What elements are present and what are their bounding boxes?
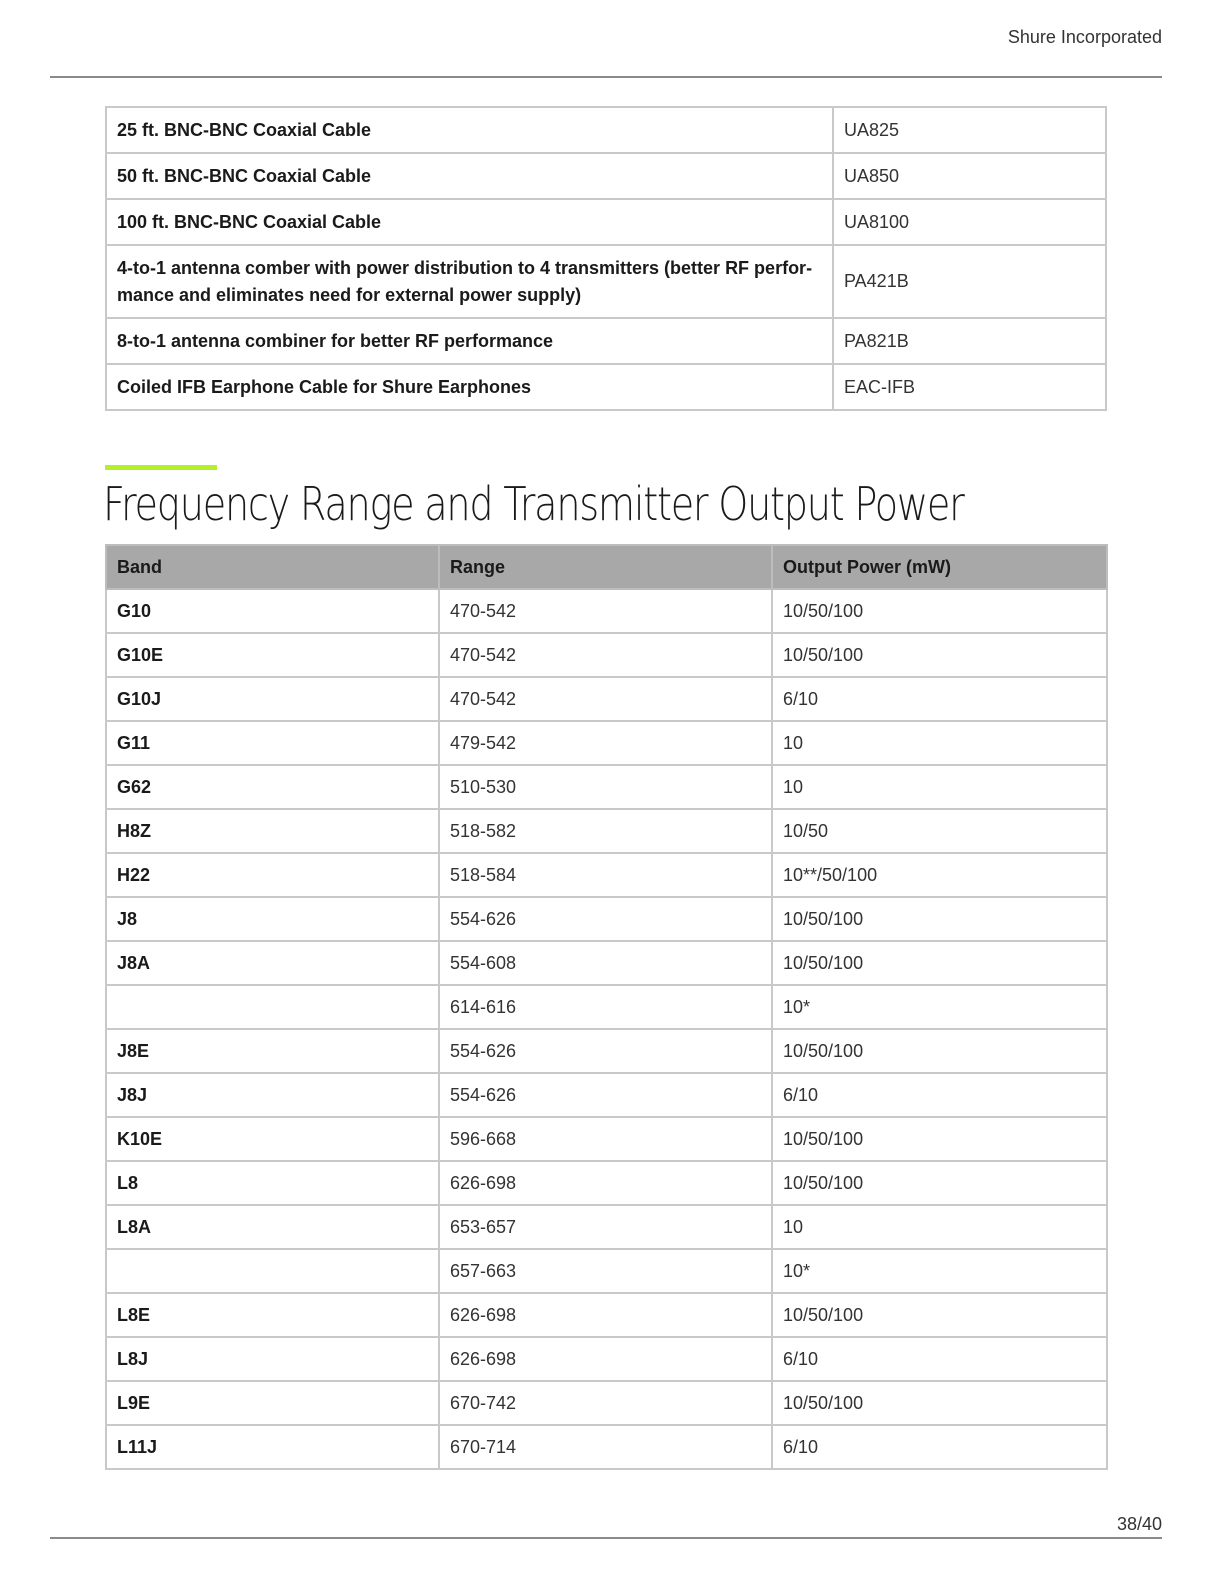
column-header-band: Band: [106, 545, 439, 589]
range-cell: 470-542: [439, 633, 772, 677]
band-cell: J8: [106, 897, 439, 941]
band-cell: L8: [106, 1161, 439, 1205]
table-row: [106, 199, 1106, 245]
range-cell: 518-582: [439, 809, 772, 853]
table-row: [106, 1293, 1107, 1337]
accessory-model: PA421B: [833, 245, 1106, 318]
column-header-range: Range: [439, 545, 772, 589]
band-cell: G10E: [106, 633, 439, 677]
table-row: [106, 853, 1107, 897]
accessory-description: Coiled IFB Earphone Cable for Shure Earphones: [106, 364, 833, 410]
range-cell: 554-626: [439, 1029, 772, 1073]
frequency-table: [105, 544, 1108, 1470]
band-cell: K10E: [106, 1117, 439, 1161]
company-name: Shure Incorporated: [1007, 27, 1162, 47]
output-power-cell: 6/10: [772, 1425, 1107, 1469]
accessory-model: UA825: [833, 107, 1106, 153]
footer-divider: [50, 1537, 1162, 1539]
range-cell: 626-698: [439, 1161, 772, 1205]
accessory-model: UA8100: [833, 199, 1106, 245]
accessory-model: PA821B: [833, 318, 1106, 364]
table-row: [106, 633, 1107, 677]
band-cell: L8E: [106, 1293, 439, 1337]
output-power-cell: 10**/50/100: [772, 853, 1107, 897]
table-row: [106, 1117, 1107, 1161]
table-row: [106, 677, 1107, 721]
range-cell: 518-584: [439, 853, 772, 897]
table-row: [106, 1381, 1107, 1425]
table-row: [106, 107, 1106, 153]
band-cell: J8E: [106, 1029, 439, 1073]
output-power-cell: 10/50/100: [772, 941, 1107, 985]
accessories-table: [105, 106, 1107, 411]
range-cell: 470-542: [439, 677, 772, 721]
band-cell: [106, 985, 439, 1029]
output-power-cell: 10: [772, 1205, 1107, 1249]
band-cell: G10: [106, 589, 439, 633]
table-row: [106, 318, 1106, 364]
table-row: [106, 897, 1107, 941]
output-power-cell: 10*: [772, 985, 1107, 1029]
range-cell: 626-698: [439, 1293, 772, 1337]
range-cell: 479-542: [439, 721, 772, 765]
output-power-cell: 10/50/100: [772, 1161, 1107, 1205]
accessory-description: 25 ft. BNC-BNC Coaxial Cable: [106, 107, 833, 153]
output-power-cell: 6/10: [772, 1073, 1107, 1117]
output-power-cell: 10/50/100: [772, 589, 1107, 633]
table-row: [106, 1425, 1107, 1469]
band-cell: G62: [106, 765, 439, 809]
range-cell: 470-542: [439, 589, 772, 633]
range-cell: 554-626: [439, 1073, 772, 1117]
table-row: [106, 1205, 1107, 1249]
table-row: [106, 1073, 1107, 1117]
band-cell: L8J: [106, 1337, 439, 1381]
table-row: [106, 245, 1106, 318]
range-cell: 653-657: [439, 1205, 772, 1249]
output-power-cell: 10/50/100: [772, 1381, 1107, 1425]
output-power-cell: 6/10: [772, 1337, 1107, 1381]
output-power-cell: 10/50/100: [772, 633, 1107, 677]
output-power-cell: 10/50: [772, 809, 1107, 853]
output-power-cell: 10: [772, 721, 1107, 765]
page-number: 38/40: [1116, 1514, 1162, 1534]
accessory-description: 100 ft. BNC-BNC Coaxial Cable: [106, 199, 833, 245]
range-cell: 626-698: [439, 1337, 772, 1381]
output-power-cell: 6/10: [772, 677, 1107, 721]
range-cell: 510-530: [439, 765, 772, 809]
band-cell: L11J: [106, 1425, 439, 1469]
accessory-description: 4-to-1 antenna comber with power distribution to 4 transmitters (better RF perfor-mance and eliminates need for external power supply): [106, 245, 833, 318]
table-row: [106, 1337, 1107, 1381]
table-row: [106, 809, 1107, 853]
band-cell: H8Z: [106, 809, 439, 853]
band-cell: [106, 1249, 439, 1293]
section-title: Frequency Range and Transmitter Output Power: [103, 477, 964, 531]
column-header-output-power: Output Power (mW): [772, 545, 1107, 589]
table-row: [106, 364, 1106, 410]
section-accent-bar: [105, 465, 217, 470]
band-cell: J8A: [106, 941, 439, 985]
accessory-model: EAC-IFB: [833, 364, 1106, 410]
range-cell: 614-616: [439, 985, 772, 1029]
band-cell: J8J: [106, 1073, 439, 1117]
band-cell: L8A: [106, 1205, 439, 1249]
range-cell: 554-608: [439, 941, 772, 985]
table-row: [106, 1161, 1107, 1205]
accessory-model: UA850: [833, 153, 1106, 199]
output-power-cell: 10/50/100: [772, 1293, 1107, 1337]
band-cell: L9E: [106, 1381, 439, 1425]
table-header-row: [106, 545, 1107, 589]
range-cell: 596-668: [439, 1117, 772, 1161]
table-row: [106, 721, 1107, 765]
table-row: [106, 589, 1107, 633]
header-divider: [50, 76, 1162, 78]
range-cell: 657-663: [439, 1249, 772, 1293]
accessory-description: 8-to-1 antenna combiner for better RF performance: [106, 318, 833, 364]
output-power-cell: 10/50/100: [772, 897, 1107, 941]
output-power-cell: 10/50/100: [772, 1029, 1107, 1073]
band-cell: G10J: [106, 677, 439, 721]
output-power-cell: 10: [772, 765, 1107, 809]
range-cell: 670-714: [439, 1425, 772, 1469]
table-row: [106, 1249, 1107, 1293]
range-cell: 670-742: [439, 1381, 772, 1425]
table-row: [106, 941, 1107, 985]
table-row: [106, 1029, 1107, 1073]
output-power-cell: 10*: [772, 1249, 1107, 1293]
accessory-description: 50 ft. BNC-BNC Coaxial Cable: [106, 153, 833, 199]
table-row: [106, 985, 1107, 1029]
range-cell: 554-626: [439, 897, 772, 941]
band-cell: G11: [106, 721, 439, 765]
band-cell: H22: [106, 853, 439, 897]
table-row: [106, 153, 1106, 199]
output-power-cell: 10/50/100: [772, 1117, 1107, 1161]
table-row: [106, 765, 1107, 809]
